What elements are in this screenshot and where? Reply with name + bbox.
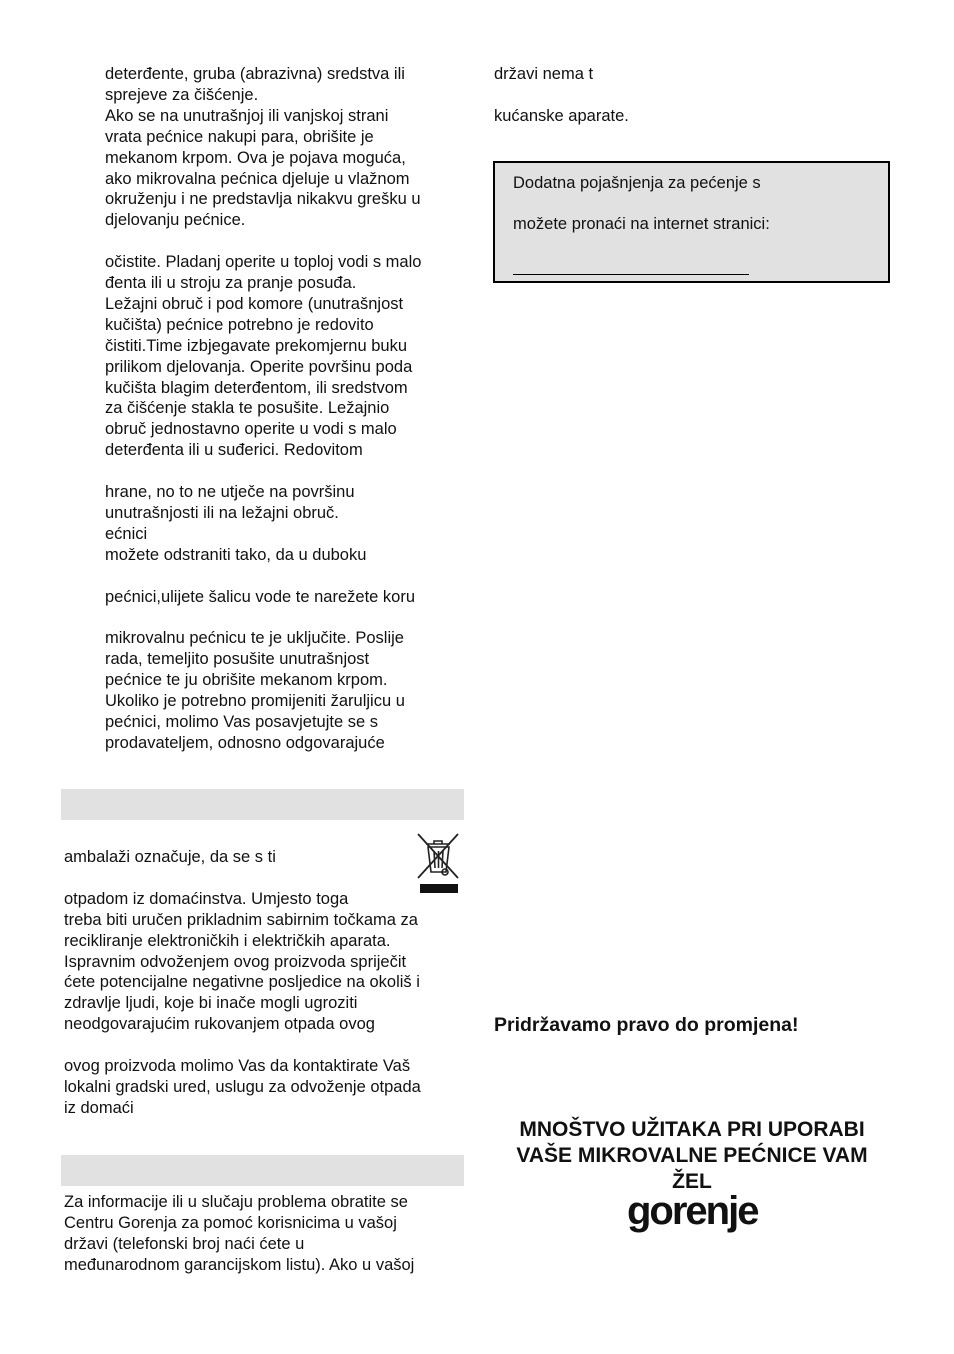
- text-line: Ukoliko je potrebno promijeniti žaruljicu u: [105, 692, 405, 710]
- text-line: možete odstraniti tako, da u duboku: [105, 545, 367, 564]
- rights-notice: Pridržavamo pravo do promjena!: [494, 1014, 799, 1036]
- text-line: deterđente, gruba (abrazivna) sredstva ili: [105, 65, 405, 83]
- text-line: ećnici: [105, 524, 148, 543]
- text-line: prodavateljem, odnosno odgovarajuće: [105, 733, 385, 752]
- text-line: sprejeve za čišćenje.: [105, 85, 259, 104]
- text-line: pećnici,ulijete šalicu vode te narežete koru: [105, 587, 416, 606]
- url-blank-underline: [513, 274, 749, 275]
- text-line: unutrašnjosti ili na ležajni obruč.: [105, 503, 339, 522]
- text-line: rada, temeljito posušite unutrašnjost: [105, 650, 370, 669]
- crossed-out-wheelie-bin-icon: [413, 832, 463, 896]
- text-line: ako mikrovalna pećnica djeluje u vlažnom: [105, 169, 410, 188]
- text-line: državi (telefonski broj naći ćete u: [64, 1234, 305, 1253]
- text-line: lokalni gradski ured, uslugu za odvoženje otpada: [64, 1077, 421, 1096]
- info-box-line: možete pronaći na internet stranici:: [513, 215, 770, 233]
- text-line: kučišta) pećnice potrebno je redovito: [105, 315, 374, 334]
- text-line: za čišćenje stakla te posušite. Ležajnio: [105, 399, 390, 418]
- text-line: ovog proizvoda molimo Vas da kontaktirate Vaš: [64, 1057, 411, 1075]
- text-line: treba biti uručen prikladnim sabirnim točkama za: [64, 910, 418, 929]
- text-line: pećnice te ju obrišite mekanom krpom.: [105, 671, 388, 690]
- text-line: vrata pećnice nakupi para, obrišite je: [105, 127, 374, 146]
- text-line: otpadom iz domaćinstva. Umjesto toga: [64, 889, 349, 908]
- closing-line: MNOŠTVO UŽITAKA PRI UPORABI: [519, 1118, 865, 1141]
- text-line: državi nema t: [494, 65, 594, 83]
- text-line: djelovanju pećnice.: [105, 211, 246, 230]
- info-box: [493, 161, 890, 283]
- text-line: Ležajni obruč i pod komore (unutrašnjost: [105, 294, 404, 313]
- text-line: očistite. Pladanj operite u toploj vodi s malo: [105, 253, 422, 272]
- text-line: Ispravnim odvoženjem ovog proizvoda spriječit: [64, 952, 407, 971]
- text-line: Ako se na unutrašnjoj ili vanjskoj strani: [105, 106, 389, 125]
- text-line: kućanske aparate.: [494, 106, 629, 125]
- text-line: đenta ili u stroju za pranje posuđa.: [105, 274, 357, 292]
- text-line: prilikom djelovanja. Operite površinu poda: [105, 357, 413, 376]
- text-line: deterđenta ili u suđerici. Redovitom: [105, 441, 363, 460]
- gorenje-logo: gorenje: [627, 1189, 758, 1233]
- text-line: mikrovalnu pećnicu te je uključite. Poslije: [105, 629, 404, 648]
- text-line: Centru Gorenja za pomoć korisnicima u vašoj: [64, 1213, 397, 1232]
- text-line: obruč jednostavno operite u vodi s malo: [105, 420, 397, 439]
- text-line: međunarodnom garancijskom listu). Ako u vašoj: [64, 1255, 415, 1274]
- text-line: mekanom krpom. Ova je pojava moguća,: [105, 148, 406, 167]
- support-heading-bar: [61, 1155, 464, 1186]
- text-line: ćete potencijalne negativne posljedice na okoliš i: [64, 973, 420, 992]
- text-line: zdravlje ljudi, koje bi inače mogli ugroziti: [64, 994, 358, 1013]
- text-line: pećnici, molimo Vas posavjetujte se s: [105, 712, 378, 731]
- disposal-heading-bar: [61, 789, 464, 820]
- text-line: neodgovarajućim rukovanjem otpada ovog: [64, 1015, 375, 1034]
- text-line: Za informacije ili u slučaju problema obratite se: [64, 1193, 408, 1211]
- closing-line: ŽEL: [672, 1170, 712, 1193]
- closing-line: VAŠE MIKROVALNE PEĆNICE VAM: [516, 1144, 868, 1167]
- text-line: kučišta blagim deterđentom, ili sredstvom: [105, 378, 408, 397]
- text-line: ambalaži označuje, da se s ti: [64, 848, 276, 866]
- text-line: okruženju i ne predstavlja nikakvu grešku u: [105, 190, 421, 209]
- text-line: recikliranje elektroničkih i električkih aparata.: [64, 931, 391, 950]
- text-line: hrane, no to ne utječe na površinu: [105, 483, 355, 501]
- text-line: iz domaći: [64, 1098, 134, 1117]
- text-line: čistiti.Time izbjegavate prekomjernu buku: [105, 336, 408, 355]
- info-box-line: Dodatna pojašnjenja za pećenje s: [513, 174, 761, 192]
